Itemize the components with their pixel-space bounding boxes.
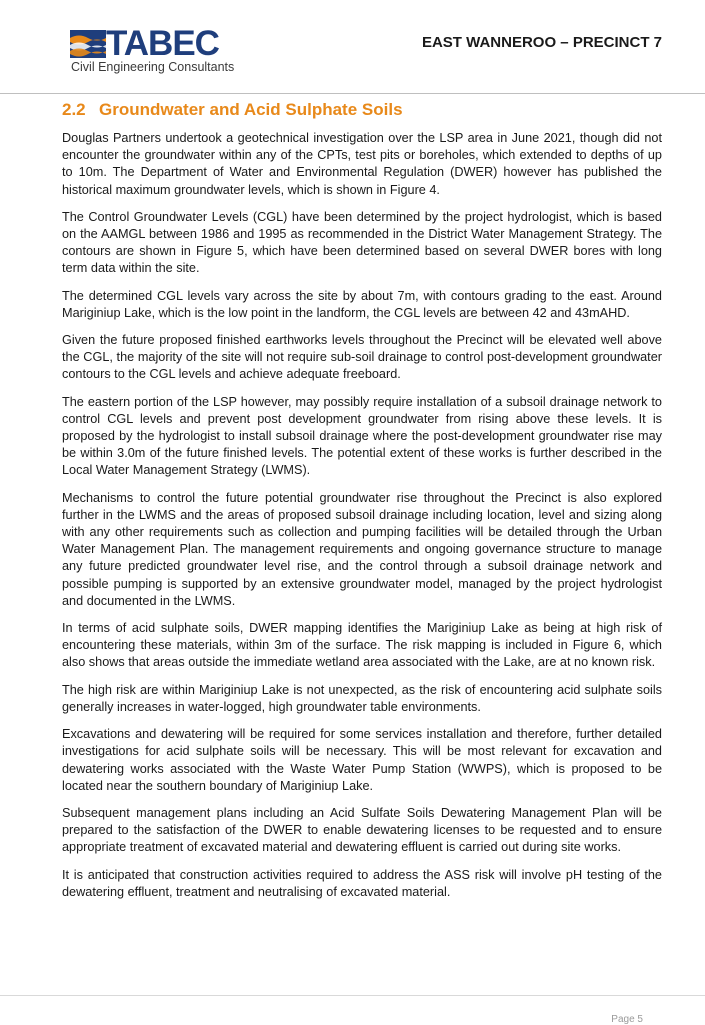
company-logo — [70, 24, 246, 78]
paragraph: The determined CGL levels vary across the site by about 7m, with contours grading to the east. Around Mariginiup Lake, which is the low point in the landform, the CGL levels are between 42 and 43mAHD. — [62, 288, 662, 320]
logo-waves-icon — [70, 30, 106, 58]
footer-divider — [0, 995, 705, 996]
section-heading — [62, 100, 662, 120]
section-title: Groundwater and Acid Sulphate Soils — [99, 100, 403, 119]
logo-wordmark: TABEC — [106, 24, 219, 63]
paragraph: Mechanisms to control the future potential groundwater rise throughout the Precinct is also explored further in the LWMS and the areas of proposed subsoil drainage including location, level and sizing along with any other requirements such as collection and pumping facilities will be detailed through the Urban Water Management Plan. The management requirements and ongoing governance structure to manage any future predicted groundwater level rise, and the control through a subsoil drainage network and possible pumping is supported by an extensive groundwater model, managed by the project hydrologist and documented in the LWMS. — [62, 490, 662, 608]
paragraph: The eastern portion of the LSP however, may possibly require installation of a subsoil drainage network to control CGL levels and prevent post development groundwater from rising above these levels. It is proposed by the hydrologist to install subsoil drainage where the post-development groundwater rise may be within 3.0m of the future finished levels. The potential extent of these works is further described in the Local Water Management Strategy (LWMS). — [62, 394, 662, 478]
paragraph: In terms of acid sulphate soils, DWER mapping identifies the Mariginiup Lake as being at high risk of encountering these materials, within 3m of the surface. The risk mapping is included in Figure 6, which also shows that areas outside the immediate wetland area associated with the Lake, are at no known risk. — [62, 621, 662, 670]
logo-subtitle: Civil Engineering Consultants — [71, 60, 235, 74]
section-number: 2.2 — [62, 100, 86, 119]
page-number: Page 5 — [611, 1014, 643, 1025]
page-header — [0, 0, 705, 94]
header-divider — [0, 93, 705, 94]
paragraph: Given the future proposed finished earthworks levels throughout the Precinct will be elevated well above the CGL, the majority of the site will not require sub-soil drainage to control post-development groundwater contours to the CGL levels and achieve adequate freeboard. — [62, 333, 662, 382]
paragraph: Douglas Partners undertook a geotechnical investigation over the LSP area in June 2021, though did not encounter the groundwater within any of the CPTs, test pits or boreholes, which extended to depths of up to 10m. The Department of Water and Environmental Regulation (DWER) however has published the historical maximum groundwater levels, which is shown in Figure 4. — [62, 131, 662, 197]
main-content — [62, 100, 662, 911]
paragraph: The Control Groundwater Levels (CGL) have been determined by the project hydrologist, which is based on the AAMGL between 1986 and 1995 as recommended in the District Water Management Strategy. The contours are shown in Figure 5, which have been determined based on several DWER bores with long term data within the site. — [62, 209, 662, 276]
paragraph: The high risk are within Mariginiup Lake is not unexpected, as the risk of encountering acid sulphate soils generally increases in water-logged, high groundwater table environments. — [62, 682, 662, 714]
paragraph: Subsequent management plans including an Acid Sulfate Soils Dewatering Management Plan will be prepared to the satisfaction of the DWER to enable dewatering licenses to be requested and to ensure appropriate treatment of excavated material and dewatering effluent is carried out during site works. — [62, 805, 662, 855]
document-title: EAST WANNEROO – PRECINCT 7 — [421, 34, 662, 51]
paragraph: Excavations and dewatering will be required for some services installation and therefore, further detailed investigations for acid sulphate soils will be necessary. This will be most relevant for excavation and dewatering works associated with the Waste Water Pump Station (WWPS), which is proposed to be located near the southern boundary of Mariginiup Lake. — [62, 727, 662, 793]
paragraph: It is anticipated that construction activities required to address the ASS risk will involve pH testing of the dewatering effluent, treatment and neutralising of excavated material. — [62, 867, 662, 899]
